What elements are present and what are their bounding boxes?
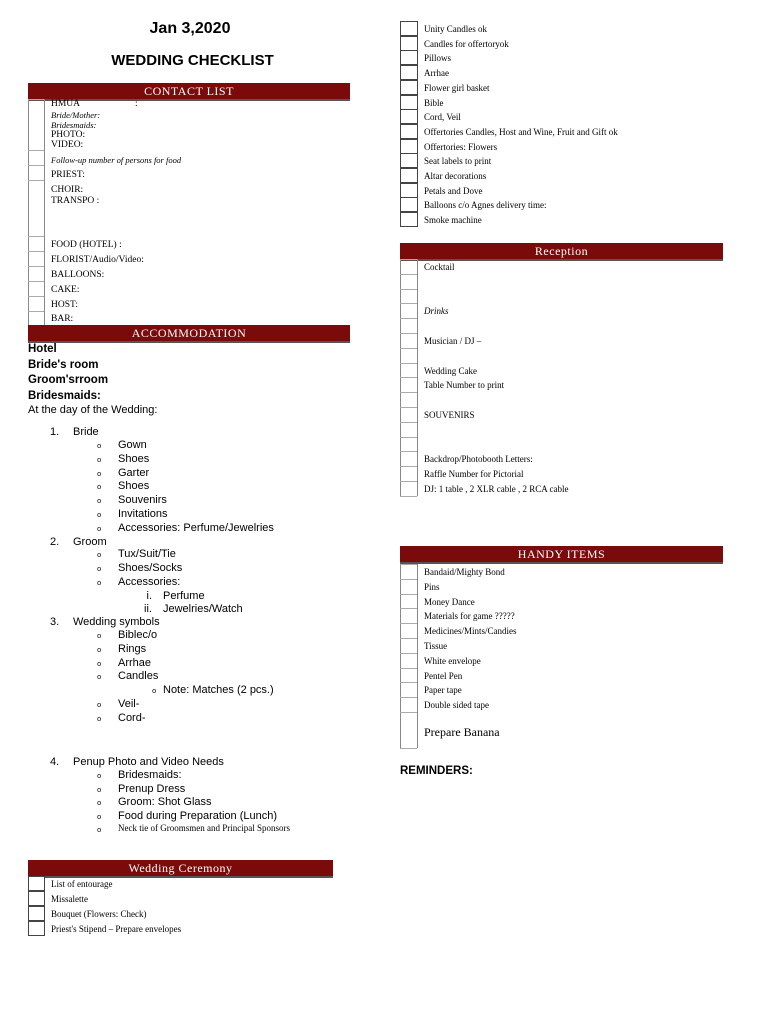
- numbered-item: Bride: [73, 426, 99, 438]
- contact-left-border: [28, 99, 29, 325]
- reception-row-line: [400, 377, 417, 378]
- bullet-icon: o: [97, 799, 102, 807]
- accommodation-line: Bridesmaids:: [28, 390, 101, 402]
- numbered-marker: 1.: [50, 426, 60, 438]
- reception-item: Raffle Number for Pictorial: [424, 469, 524, 480]
- bullet-icon: o: [152, 687, 157, 695]
- contact-row-label: Follow-up number of persons for food: [51, 155, 182, 165]
- bullet-icon: o: [97, 483, 102, 491]
- contact-row-label: HMUA: [51, 99, 81, 109]
- handy-items-heading: HANDY ITEMS: [400, 546, 723, 564]
- numbered-marker: 3.: [50, 616, 60, 628]
- sub-item: Invitations: [118, 508, 168, 520]
- bullet-icon: o: [97, 565, 102, 573]
- reception-item: Drinks: [424, 306, 449, 317]
- reception-row-line: [400, 451, 417, 452]
- checkbox[interactable]: [400, 212, 418, 227]
- contact-row-line: [28, 251, 44, 252]
- handy-left-border: [400, 564, 401, 748]
- bullet-icon: o: [97, 786, 102, 794]
- reception-row-line: [400, 318, 417, 319]
- document-title: WEDDING CHECKLIST: [111, 52, 274, 69]
- sub-item: Rings: [118, 643, 147, 655]
- handy-row-line: [400, 564, 417, 565]
- ceremony-supply-item: Bible: [424, 97, 444, 108]
- sub-item: Gown: [118, 439, 147, 451]
- sub-item: Souvenirs: [118, 494, 167, 506]
- contact-row-colon: :: [135, 99, 138, 109]
- checkbox[interactable]: [400, 139, 418, 154]
- roman-marker: ii.: [144, 603, 152, 615]
- bullet-icon: o: [97, 646, 102, 654]
- reception-row-line: [400, 407, 417, 408]
- day-of-wedding-label: At the day of the Wedding:: [28, 404, 158, 416]
- contact-row-line: [28, 296, 44, 297]
- contact-row-label: FOOD (HOTEL) :: [51, 240, 122, 250]
- checkbox[interactable]: [400, 50, 418, 65]
- sub-item: Garter: [118, 467, 150, 479]
- handy-item: Paper tape: [424, 685, 462, 696]
- sub-item: Groom: Shot Glass: [118, 796, 212, 808]
- document-date: Jan 3,2020: [149, 20, 231, 37]
- numbered-item: Wedding symbols: [73, 616, 160, 628]
- bullet-icon: o: [97, 525, 102, 533]
- handy-row-line: [400, 638, 417, 639]
- checkbox[interactable]: [400, 21, 418, 36]
- contact-row-label: FLORIST/Audio/Video:: [51, 255, 144, 265]
- handy-item-last: Prepare Banana: [424, 725, 500, 739]
- sub-item: Prenup Dress: [118, 783, 186, 795]
- reception-row-line: [400, 392, 417, 393]
- bullet-icon: o: [97, 715, 102, 723]
- sub-item: Neck tie of Groomsmen and Principal Sponsors: [118, 823, 290, 833]
- contact-row-label: CHOIR:: [51, 185, 84, 195]
- contact-row-label: BALLOONS:: [51, 270, 105, 280]
- contact-row-label: TRANSPO :: [51, 196, 100, 206]
- roman-marker: i.: [146, 590, 152, 602]
- ceremony-supply-item: Pillows: [424, 53, 452, 64]
- roman-item: Jewelries/Watch: [163, 603, 243, 615]
- accommodation-heading: ACCOMMODATION: [28, 325, 350, 343]
- sub-item: Shoes: [118, 480, 150, 492]
- contact-row-line: [28, 99, 44, 100]
- handy-row-line: [400, 668, 417, 669]
- checkbox[interactable]: [400, 65, 418, 80]
- numbered-item: Penup Photo and Video Needs: [73, 756, 224, 768]
- contact-row-label: PHOTO:: [51, 130, 86, 140]
- bullet-icon: o: [97, 511, 102, 519]
- checkbox[interactable]: [400, 197, 418, 212]
- reception-item: Backdrop/Photobooth Letters:: [424, 454, 533, 465]
- bullet-icon: o: [97, 701, 102, 709]
- handy-row-line: [400, 653, 417, 654]
- roman-item: Perfume: [163, 590, 205, 602]
- bullet-icon: o: [97, 673, 102, 681]
- contact-row-line: [28, 180, 44, 181]
- checkbox[interactable]: [400, 124, 418, 139]
- ceremony-item: Missalette: [51, 894, 88, 904]
- contact-row-label: HOST:: [51, 300, 78, 310]
- handy-row-line: [400, 594, 417, 595]
- handy-row-line: [400, 697, 417, 698]
- ceremony-supply-item: Cord, Veil: [424, 112, 461, 123]
- checkbox[interactable]: [400, 80, 418, 95]
- checkbox[interactable]: [400, 95, 418, 110]
- sub-item: Food during Preparation (Lunch): [118, 810, 277, 822]
- ceremony-supply-item: Balloons c/o Agnes delivery time:: [424, 200, 547, 211]
- checkbox[interactable]: [28, 876, 45, 891]
- contact-row-label: VIDEO:: [51, 140, 84, 150]
- handy-item: Bandaid/Mighty Bond: [424, 567, 505, 577]
- contact-row-line: [28, 236, 44, 237]
- handy-row-line: [400, 608, 417, 609]
- sub-item: Cord-: [118, 712, 146, 724]
- handy-row-line: [400, 712, 417, 713]
- handy-row-line: [400, 579, 417, 580]
- bullet-icon: o: [97, 470, 102, 478]
- checkbox[interactable]: [400, 36, 418, 51]
- handy-item: Money Dance: [424, 596, 475, 607]
- handy-row-line: [400, 623, 417, 624]
- checkbox[interactable]: [400, 109, 418, 124]
- reception-row-line: [400, 303, 417, 304]
- bullet-icon: o: [97, 456, 102, 464]
- reception-row-line: [400, 289, 417, 290]
- contact-row-line: [28, 266, 44, 267]
- sub-item: Bridesmaids:: [118, 769, 182, 781]
- ceremony-heading: Wedding Ceremony: [28, 860, 333, 878]
- bullet-icon: o: [97, 551, 102, 559]
- reception-row-line: [400, 437, 417, 438]
- bullet-icon: o: [97, 632, 102, 640]
- accommodation-line: Hotel: [28, 343, 57, 355]
- checkbox[interactable]: [28, 906, 45, 921]
- handy-row-line: [400, 682, 417, 683]
- reception-row-line: [400, 259, 417, 260]
- handy-item: Tissue: [424, 641, 448, 651]
- contact-row-label: Bride/Mother:: [51, 110, 101, 120]
- numbered-marker: 4.: [50, 756, 60, 768]
- handy-row-line: [400, 748, 417, 749]
- accommodation-line: Groom'srroom: [28, 374, 109, 386]
- checkbox[interactable]: [28, 891, 45, 906]
- contact-row-label: CAKE:: [51, 285, 80, 295]
- reception-heading: Reception: [400, 243, 723, 261]
- contact-row-line: [28, 281, 44, 282]
- reception-item: Table Number to print: [424, 380, 505, 391]
- reception-column-divider: [417, 259, 418, 496]
- sub-item: Tux/Suit/Tie: [118, 548, 176, 560]
- checkbox[interactable]: [28, 921, 45, 936]
- reception-item: Wedding Cake: [424, 365, 478, 376]
- ceremony-supply-item: Unity Candles ok: [424, 24, 487, 34]
- ceremony-item: Priest's Stipend – Prepare envelopes: [51, 924, 182, 934]
- sub-item: Accessories:: [118, 576, 181, 588]
- contact-row-label: BAR:: [51, 314, 74, 324]
- handy-item: Medicines/Mints/Candies: [424, 626, 517, 637]
- reception-row-line: [400, 422, 417, 423]
- ceremony-item: List of entourage: [51, 879, 113, 889]
- reception-row-line: [400, 363, 417, 364]
- reception-item: Cocktail: [424, 262, 455, 272]
- ceremony-supply-item: Offertories: Flowers: [424, 141, 498, 152]
- ceremony-supply-item: Petals and Dove: [424, 185, 483, 196]
- ceremony-supply-item: Candles for offertoryok: [424, 38, 509, 49]
- bullet-icon: o: [97, 660, 102, 668]
- sub-item: Shoes: [118, 453, 150, 465]
- bullet-icon: o: [97, 442, 102, 450]
- handy-item: Pentel Pen: [424, 670, 463, 681]
- handy-item: Double sided tape: [424, 700, 489, 711]
- bullet-icon: o: [97, 772, 102, 780]
- contact-row-line: [28, 165, 44, 166]
- handy-item: Pins: [424, 581, 440, 592]
- ceremony-supply-item: Smoke machine: [424, 215, 482, 226]
- note-item: Note: Matches (2 pcs.): [163, 684, 274, 696]
- ceremony-supply-item: Offertories Candles, Host and Wine, Fruit and Gift ok: [424, 126, 618, 137]
- ceremony-supply-item: Seat labels to print: [424, 156, 492, 167]
- handy-item: White envelope: [424, 655, 481, 666]
- numbered-item: Groom: [73, 536, 107, 548]
- contact-column-divider: [44, 99, 45, 325]
- sub-item: Veil-: [118, 698, 140, 710]
- sub-item: Shoes/Socks: [118, 562, 183, 574]
- sub-item: Biblec/o: [118, 629, 158, 641]
- handy-item: Materials for game ?????: [424, 611, 515, 622]
- reception-row-line: [400, 466, 417, 467]
- reception-row-line: [400, 348, 417, 349]
- reception-item: Musician / DJ –: [424, 336, 482, 346]
- bullet-icon: o: [97, 826, 102, 834]
- contact-list-heading: CONTACT LIST: [28, 83, 350, 101]
- reception-row-line: [400, 481, 417, 482]
- ceremony-item: Bouquet (Flowers: Check): [51, 909, 147, 919]
- accommodation-line: Bride's room: [28, 359, 99, 371]
- ceremony-supply-item: Flower girl basket: [424, 82, 490, 93]
- sub-item: Accessories: Perfume/Jewelries: [118, 522, 274, 534]
- bullet-icon: o: [97, 813, 102, 821]
- sub-item: Candles: [118, 670, 159, 682]
- numbered-marker: 2.: [50, 536, 60, 548]
- contact-row-line: [28, 150, 44, 151]
- bullet-icon: o: [97, 497, 102, 505]
- handy-column-divider: [417, 564, 418, 748]
- contact-row-line: [28, 311, 44, 312]
- reception-item: SOUVENIRS: [424, 410, 475, 420]
- checkbox[interactable]: [400, 183, 418, 198]
- reception-item: DJ: 1 table , 2 XLR cable , 2 RCA cable: [424, 484, 569, 494]
- bullet-icon: o: [97, 579, 102, 587]
- reminders-label: REMINDERS:: [400, 765, 473, 777]
- sub-item: Arrhae: [118, 657, 152, 669]
- contact-row-label: Bridesmaids:: [51, 120, 97, 130]
- ceremony-supply-item: Altar decorations: [424, 171, 487, 181]
- checkbox[interactable]: [400, 168, 418, 183]
- checkbox[interactable]: [400, 153, 418, 168]
- contact-row-label: PRIEST:: [51, 170, 85, 180]
- reception-row-line: [400, 496, 417, 497]
- reception-row-line: [400, 333, 417, 334]
- ceremony-supply-item: Arrhae: [424, 68, 449, 79]
- reception-row-line: [400, 274, 417, 275]
